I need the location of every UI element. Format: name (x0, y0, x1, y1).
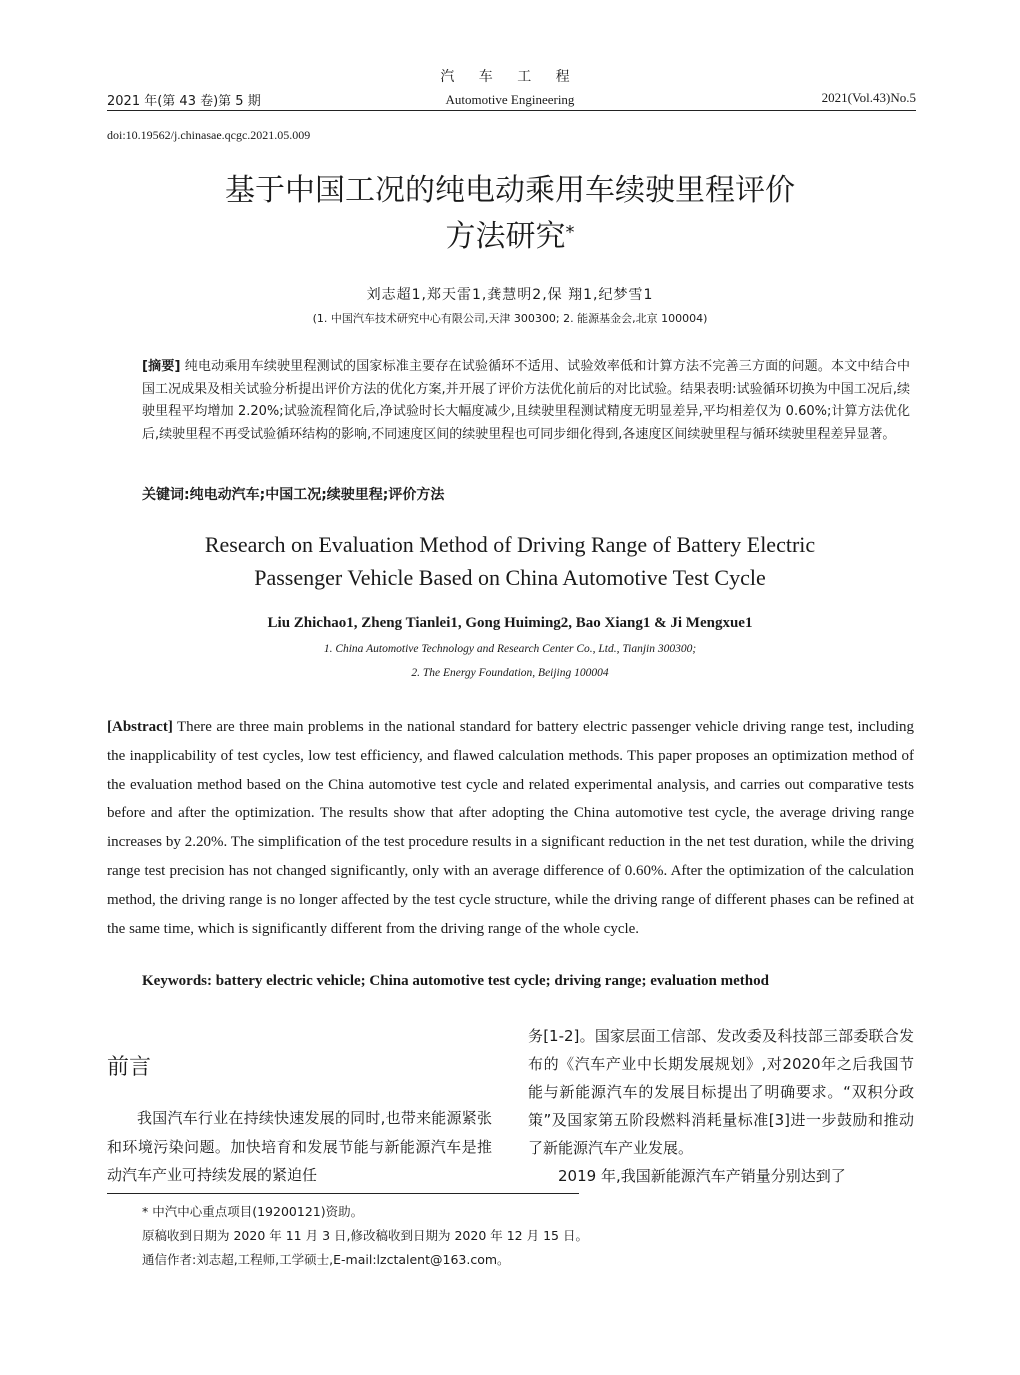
title-cn-line2 (0, 214, 1020, 260)
abstract-en (107, 713, 914, 943)
body-right-para1: 务[1-2]。国家层面工信部、发改委及科技部三部委联合发布的《汽车产业中长期发展规划》,对2020年之后我国节能与新能源汽车的发展目标提出了明确要求。“双积分政策”及国家第五阶段燃料消耗量标准[3]进一步鼓励和推动了新能源汽车产业发展。 (528, 1027, 914, 1157)
issue-info-cn: 2021 年(第 43 卷)第 5 期 (107, 94, 261, 109)
affiliation-en-1: 1. China Automotive Technology and Research Center Co., Ltd., Tianjin 300300; (323, 643, 697, 655)
title-en-line1: Research on Evaluation Method of Driving Range of Battery Electric (204, 532, 816, 557)
doi[interactable]: doi:10.19562/j.chinasae.qcgc.2021.05.009 (107, 128, 311, 142)
keywords-en: Keywords: battery electric vehicle; China automotive test cycle; driving range; evaluation method (142, 973, 769, 989)
section-heading-introduction: 前言 (107, 1055, 152, 1080)
paper-title-cn (0, 168, 1020, 260)
keywords-cn: 关键词:纯电动汽车;中国工况;续驶里程;评价方法 (142, 487, 445, 503)
header-rule (107, 110, 916, 111)
body-right-para2: 2019 年,我国新能源汽车产销量分别达到了 (558, 1167, 846, 1185)
journal-name-en: Automotive Engineering (445, 92, 575, 107)
affiliation-en-2: 2. The Energy Foundation, Beijing 100004 (411, 667, 609, 679)
footnote-correspondence: 通信作者:刘志超,工程师,工学硕士,E-mail:lzctalent@163.com。 (142, 1252, 510, 1267)
body-right-column (528, 1022, 914, 1190)
title-en-line2: Passenger Vehicle Based on China Automotive Test Cycle (254, 565, 766, 590)
authors-en: Liu Zhichao1, Zheng Tianlei1, Gong Huiming2, Bao Xiang1 & Ji Mengxue1 (267, 615, 753, 631)
abstract-en-label: [Abstract] (107, 719, 173, 735)
body-left-column: 我国汽车行业在持续快速发展的同时,也带来能源紧张和环境污染问题。加快培育和发展节能与新能源汽车是推动汽车产业可持续发展的紧迫任 (107, 1109, 492, 1184)
affiliation-cn: (1. 中国汽车技术研究中心有限公司,天津 300300; 2. 能源基金会,北京 100004) (312, 312, 708, 325)
abstract-en-text: There are three main problems in the national standard for battery electric passenger vehicle driving range test, including the inapplicability of test cycles, low test efficiency, and flawed calculation methods. This paper proposes an optimization method of the evaluation method based on the China automotive test cycle and related experimental analysis, and carries out comparative tests before and after the optimization. The results show that after adopting the China automotive test cycle, the average driving range increases by 2.20%. The simplification of the test procedure results in a significant reduction in the net test duration, while the driving range test precision has not changed significantly, only with an average difference of 0.60%. After the optimization of the calculation method, the driving range is no longer affected by the test cycle structure, while the driving range of different phases can be refined at the same time, which is significantly different from the driving range of the whole cycle. (107, 719, 914, 937)
abstract-cn-label: [摘要] (142, 359, 181, 374)
footnotes (142, 1200, 588, 1272)
title-footnote-mark: * (565, 222, 575, 243)
abstract-cn (142, 356, 910, 446)
title-cn-line2-text: 方法研究 (445, 219, 566, 254)
footnote-rule (107, 1193, 579, 1194)
abstract-cn-text: 纯电动乘用车续驶里程测试的国家标准主要存在试验循环不适用、试验效率低和计算方法不完善三方面的问题。本文中结合中国工况成果及相关试验分析提出评价方法的优化方案,并开展了评价方法优化前后的对比试验。结果表明:试验循环切换为中国工况后,续驶里程平均增加 2.20%;试验流程简化后,净试验时长大幅度减少,且续驶里程测试精度无明显差异,平均相差仅为 0.60%;计算方法优化后,续驶里程不再受试验循环结构的影响,不同速度区间的续驶里程也可同步细化得到,各速度区间续驶里程与循环续驶里程差异显著。 (142, 359, 910, 442)
paper-title-en (0, 528, 1020, 594)
title-cn-line1: 基于中国工况的纯电动乘用车续驶里程评价 (225, 173, 795, 208)
journal-name-cn: 汽 车 工 程 (440, 69, 580, 85)
footnote-received: 原稿收到日期为 2020 年 11 月 3 日,修改稿收到日期为 2020 年 12 月 15 日。 (142, 1228, 588, 1243)
authors-cn: 刘志超1,郑天雷1,龚慧明2,保 翔1,纪梦雪1 (366, 287, 654, 303)
footnote-fund: * 中汽中心重点项目(19200121)资助。 (142, 1204, 364, 1219)
issue-info-en: 2021(Vol.43)No.5 (821, 90, 916, 105)
